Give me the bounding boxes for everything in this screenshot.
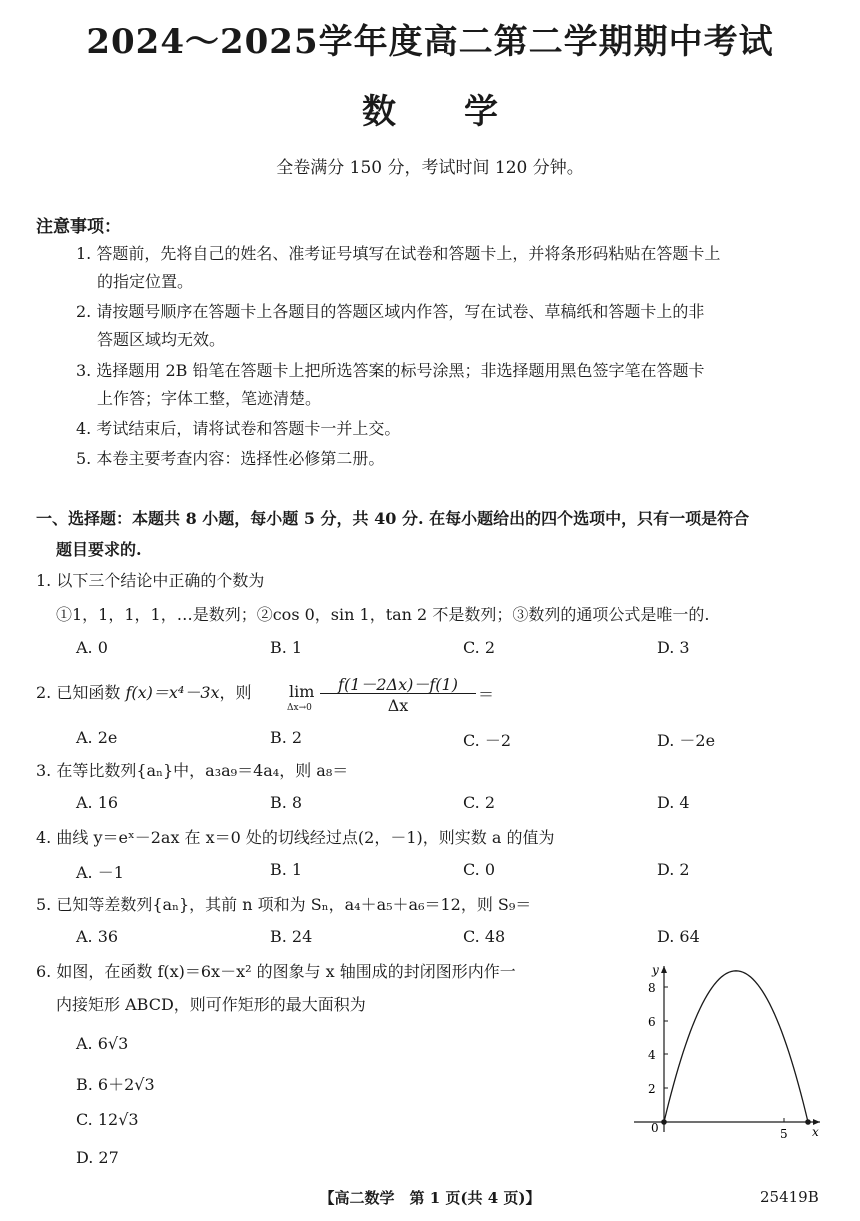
y-axis-label: y bbox=[652, 963, 659, 977]
q3-option-c: C. 2 bbox=[463, 793, 496, 812]
section1-heading-line1: 一、选择题：本题共 8 小题，每小题 5 分，共 40 分. 在每小题给出的四个选项中，只有一项是符合 bbox=[36, 509, 750, 528]
q2-function: f(x)＝x⁴－3x bbox=[125, 683, 220, 702]
q1-option-d: D. 3 bbox=[657, 638, 690, 657]
q5-option-a: A. 36 bbox=[76, 927, 119, 946]
q3-option-d: D. 4 bbox=[657, 793, 690, 812]
notice-item-2-line2: 答题区域均无效。 bbox=[97, 330, 226, 349]
parabola-curve bbox=[664, 971, 808, 1122]
notice-item-4: 4. 考试结束后，请将试卷和答题卡一并上交。 bbox=[76, 419, 401, 438]
q5-stem: 5. 已知等差数列{aₙ}，其前 n 项和为 Sₙ，a₄＋a₅＋a₆＝12，则 S₉＝ bbox=[36, 895, 532, 914]
origin-point bbox=[661, 1119, 667, 1125]
q2-stem bbox=[36, 682, 252, 704]
q1-option-c: C. 2 bbox=[463, 638, 496, 657]
notice-item-2-line1: 2. 请按题号顺序在答题卡上各题目的答题区域内作答，写在试卷、草稿纸和答题卡上的非 bbox=[76, 302, 705, 321]
exam-code: 25419B bbox=[760, 1188, 819, 1206]
notice-item-3-line1: 3. 选择题用 2B 铅笔在答题卡上把所选答案的标号涂黑；非选择题用黑色签字笔在答题卡 bbox=[76, 361, 705, 380]
q2-stem-mid: ，则 bbox=[219, 683, 252, 702]
q2-lim-sub: Δx→0 bbox=[287, 703, 312, 713]
q2-stem-end: ＝ bbox=[478, 685, 495, 704]
q6-stem2: 内接矩形 ABCD，则可作矩形的最大面积为 bbox=[56, 995, 366, 1014]
q3-option-b: B. 8 bbox=[270, 793, 303, 812]
q6-option-a: A. 6√3 bbox=[76, 1034, 129, 1053]
x-axis-label: x bbox=[812, 1125, 819, 1139]
q2-fraction-bar bbox=[320, 693, 476, 694]
q2-option-c: C. －2 bbox=[463, 731, 512, 750]
full-mark-info: 全卷满分 150 分，考试时间 120 分钟。 bbox=[276, 158, 584, 178]
origin-label: 0 bbox=[651, 1121, 659, 1135]
q5-option-b: B. 24 bbox=[270, 927, 313, 946]
q2-option-a: A. 2e bbox=[76, 728, 118, 747]
notice-item-1-line1: 1. 答题前，先将自己的姓名、准考证号填写在试卷和答题卡上，并将条形码粘贴在答题卡上 bbox=[76, 244, 721, 263]
q1-stem: 1. 以下三个结论中正确的个数为 bbox=[36, 571, 265, 590]
q2-denominator: Δx bbox=[387, 696, 409, 715]
q3-stem: 3. 在等比数列{aₙ}中，a₃a₉＝4a₄，则 a₈＝ bbox=[36, 761, 349, 780]
q4-option-a: A. －1 bbox=[76, 863, 124, 882]
q3-option-a: A. 16 bbox=[76, 793, 119, 812]
notice-heading: 注意事项： bbox=[36, 217, 121, 237]
q6-option-c: C. 12√3 bbox=[76, 1110, 139, 1129]
q5-option-d: D. 64 bbox=[657, 927, 700, 946]
q6-stem: 6. 如图，在函数 f(x)＝6x－x² 的图象与 x 轴围成的封闭图形内作一 bbox=[36, 962, 516, 981]
q2-numerator: f(1－2Δx)－f(1) bbox=[338, 675, 458, 694]
notice-item-3-line2: 上作答；字体工整，笔迹清楚。 bbox=[97, 389, 322, 408]
q1-option-a: A. 0 bbox=[76, 638, 108, 657]
q4-option-b: B. 1 bbox=[270, 860, 303, 879]
y-axis-arrow-icon bbox=[661, 966, 667, 973]
q4-option-d: D. 2 bbox=[657, 860, 690, 879]
root-point bbox=[805, 1119, 811, 1125]
subject-title bbox=[0, 84, 860, 133]
y-tick-label-2: 2 bbox=[648, 1082, 656, 1096]
y-tick-label-8: 8 bbox=[648, 981, 656, 995]
q2-option-d: D. －2e bbox=[657, 731, 716, 750]
parabola-graph bbox=[626, 960, 826, 1140]
exam-title: 2024～2025学年度高二第二学期期中考试 bbox=[86, 22, 774, 62]
q6-option-d: D. 27 bbox=[76, 1148, 119, 1167]
subject-char-2: 学 bbox=[464, 92, 498, 132]
notice-item-1-line2: 的指定位置。 bbox=[97, 272, 194, 291]
q2-option-b: B. 2 bbox=[270, 728, 303, 747]
y-tick-label-4: 4 bbox=[648, 1048, 656, 1062]
q2-lim: lim bbox=[289, 682, 315, 701]
notice-item-5: 5. 本卷主要考查内容：选择性必修第二册。 bbox=[76, 449, 385, 468]
q4-option-c: C. 0 bbox=[463, 860, 496, 879]
q5-option-c: C. 48 bbox=[463, 927, 506, 946]
x-tick-label-5: 5 bbox=[780, 1127, 788, 1140]
q6-option-b: B. 6＋2√3 bbox=[76, 1075, 155, 1094]
q2-stem-prefix: 2. 已知函数 bbox=[36, 683, 126, 702]
page-footer: 【高二数学 第 1 页(共 4 页)】 bbox=[319, 1189, 541, 1207]
q4-stem: 4. 曲线 y＝eˣ－2ax 在 x＝0 处的切线经过点(2，－1)，则实数 a 的值为 bbox=[36, 828, 555, 847]
y-tick-label-6: 6 bbox=[648, 1015, 656, 1029]
q1-option-b: B. 1 bbox=[270, 638, 303, 657]
q1-stem2: ①1，1，1，1，…是数列；②cos 0，sin 1，tan 2 不是数列；③数列的通项公式是唯一的. bbox=[56, 605, 710, 624]
section1-heading-line2: 题目要求的. bbox=[56, 540, 142, 559]
subject-char-1: 数 bbox=[362, 92, 396, 132]
